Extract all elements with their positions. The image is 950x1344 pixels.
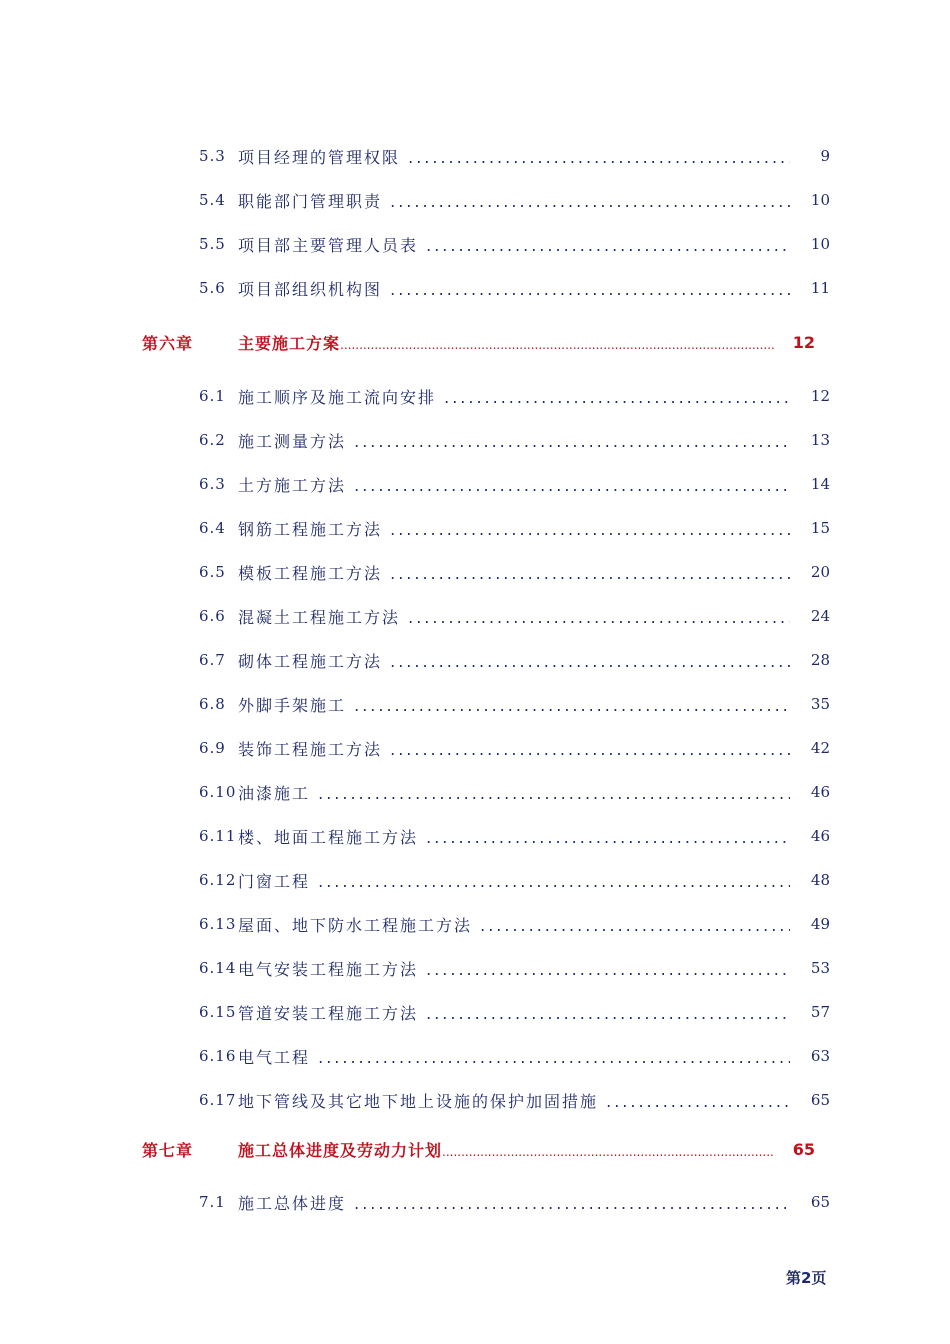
toc-entry[interactable]: [0, 1182, 950, 1222]
toc-entry-page: 12: [810, 387, 830, 405]
toc-entry-title: 模板工程施工方法 .....: [238, 561, 790, 584]
toc-entry-title: 职能部门管理职责 .....: [238, 189, 790, 212]
toc-entry[interactable]: [0, 728, 950, 768]
page-number-footer: 第2页: [786, 1269, 827, 1287]
toc-entry[interactable]: [0, 268, 950, 308]
toc-entry-page: 20: [810, 563, 830, 581]
toc-entry-title: 电气安装工程施工方法 .....: [238, 957, 790, 980]
toc-entry-page: 49: [810, 915, 830, 933]
toc-entry-number: 6.1: [199, 387, 226, 405]
toc-entry-number: 6.12: [199, 871, 237, 889]
toc-entry[interactable]: [0, 136, 950, 176]
toc-entry-title: 装饰工程施工方法 .....: [238, 737, 790, 760]
toc-entry-number: 6.15: [199, 1003, 237, 1021]
toc-entry-number: 6.8: [199, 695, 226, 713]
toc-entry[interactable]: [0, 860, 950, 900]
toc-entry-title: 管道安装工程施工方法 .....: [238, 1001, 790, 1024]
toc-entry-title: 土方施工方法 .....: [238, 473, 790, 496]
toc-entry-title: 施工顺序及施工流向安排 .....: [238, 385, 790, 408]
toc-entry-page: 14: [810, 475, 830, 493]
toc-entry-page: 63: [810, 1047, 830, 1065]
toc-entry-page: 10: [810, 191, 830, 209]
toc-entry-title: 混凝土工程施工方法 .....: [238, 605, 790, 628]
toc-entry-title: 施工测量方法 .....: [238, 429, 790, 452]
toc-chapter-entry[interactable]: [0, 1129, 950, 1169]
toc-entry-number: 6.4: [199, 519, 226, 537]
toc-entry-number: 6.3: [199, 475, 226, 493]
toc-entry[interactable]: [0, 992, 950, 1032]
toc-entry[interactable]: [0, 180, 950, 220]
toc-entry-number: 6.9: [199, 739, 226, 757]
toc-entry-page: 9: [820, 147, 830, 165]
toc-entry-page: 13: [810, 431, 830, 449]
toc-entry-number: 6.7: [199, 651, 226, 669]
toc-entry[interactable]: [0, 224, 950, 264]
toc-entry-number: 6.16: [199, 1047, 237, 1065]
toc-entry-title: 地下管线及其它地下地上设施的保护加固措施 .....: [238, 1089, 790, 1112]
toc-entry-number: 7.1: [199, 1193, 226, 1211]
toc-entry[interactable]: [0, 816, 950, 856]
toc-entry-number: 5.6: [199, 279, 226, 297]
toc-entry[interactable]: [0, 684, 950, 724]
toc-chapter-page: 12: [792, 332, 815, 352]
toc-entry[interactable]: [0, 772, 950, 812]
toc-entry-number: 6.6: [199, 607, 226, 625]
toc-entry[interactable]: [0, 904, 950, 944]
toc-entry-page: 11: [810, 279, 830, 297]
toc-entry-page: 48: [810, 871, 830, 889]
toc-entry-title: 屋面、地下防水工程施工方法 .....: [238, 913, 790, 936]
toc-entry-page: 15: [810, 519, 830, 537]
toc-chapter-entry[interactable]: [0, 322, 950, 362]
toc-entry[interactable]: [0, 948, 950, 988]
toc-chapter-number: 第六章: [142, 333, 194, 353]
toc-entry-number: 6.14: [199, 959, 237, 977]
toc-entry-number: 6.13: [199, 915, 237, 933]
toc-entry-number: 5.3: [199, 147, 226, 165]
toc-entry[interactable]: [0, 464, 950, 504]
toc-entry[interactable]: [0, 640, 950, 680]
toc-entry-page: 42: [810, 739, 830, 757]
toc-entry[interactable]: [0, 552, 950, 592]
toc-entry[interactable]: [0, 1080, 950, 1120]
toc-entry-number: 6.5: [199, 563, 226, 581]
toc-entry-title: 门窗工程 .....: [238, 869, 790, 892]
toc-entry-title: 楼、地面工程施工方法 .....: [238, 825, 790, 848]
toc-entry-title: 项目部主要管理人员表 .....: [238, 233, 790, 256]
toc-chapter-page: 65: [792, 1139, 815, 1159]
toc-entry[interactable]: [0, 420, 950, 460]
toc-entry-title: 电气工程 .....: [238, 1045, 790, 1068]
toc-entry-page: 53: [810, 959, 830, 977]
toc-entry[interactable]: [0, 596, 950, 636]
toc-entry-title: 外脚手架施工 .....: [238, 693, 790, 716]
toc-entry-page: 65: [810, 1193, 830, 1211]
toc-entry-page: 10: [810, 235, 830, 253]
toc-chapter-number: 第七章: [142, 1140, 194, 1160]
toc-entry-page: 57: [810, 1003, 830, 1021]
toc-entry-title: 钢筋工程施工方法 .....: [238, 517, 790, 540]
toc-entry-page: 46: [810, 783, 830, 801]
toc-entry-number: 6.10: [199, 783, 237, 801]
toc-entry-title: 施工总体进度 .....: [238, 1191, 790, 1214]
toc-entry-page: 46: [810, 827, 830, 845]
toc-entry-number: 6.2: [199, 431, 226, 449]
toc-entry-number: 5.4: [199, 191, 226, 209]
toc-entry-title: 项目部组织机构图 .....: [238, 277, 790, 300]
toc-entry[interactable]: [0, 508, 950, 548]
toc-chapter-title: 主要施工方案 .....: [238, 331, 775, 354]
toc-chapter-title: 施工总体进度及劳动力计划 .....: [238, 1138, 775, 1161]
toc-entry[interactable]: [0, 1036, 950, 1076]
toc-entry-title: 砌体工程施工方法 .....: [238, 649, 790, 672]
toc-entry-number: 6.11: [199, 827, 237, 845]
toc-entry-title: 项目经理的管理权限 .....: [238, 145, 790, 168]
toc-entry-page: 65: [810, 1091, 830, 1109]
toc-entry-page: 28: [810, 651, 830, 669]
toc-entry-page: 24: [810, 607, 830, 625]
toc-entry-number: 5.5: [199, 235, 226, 253]
toc-entry-number: 6.17: [199, 1091, 237, 1109]
toc-entry[interactable]: [0, 376, 950, 416]
toc-entry-page: 35: [810, 695, 830, 713]
toc-entry-title: 油漆施工 .....: [238, 781, 790, 804]
